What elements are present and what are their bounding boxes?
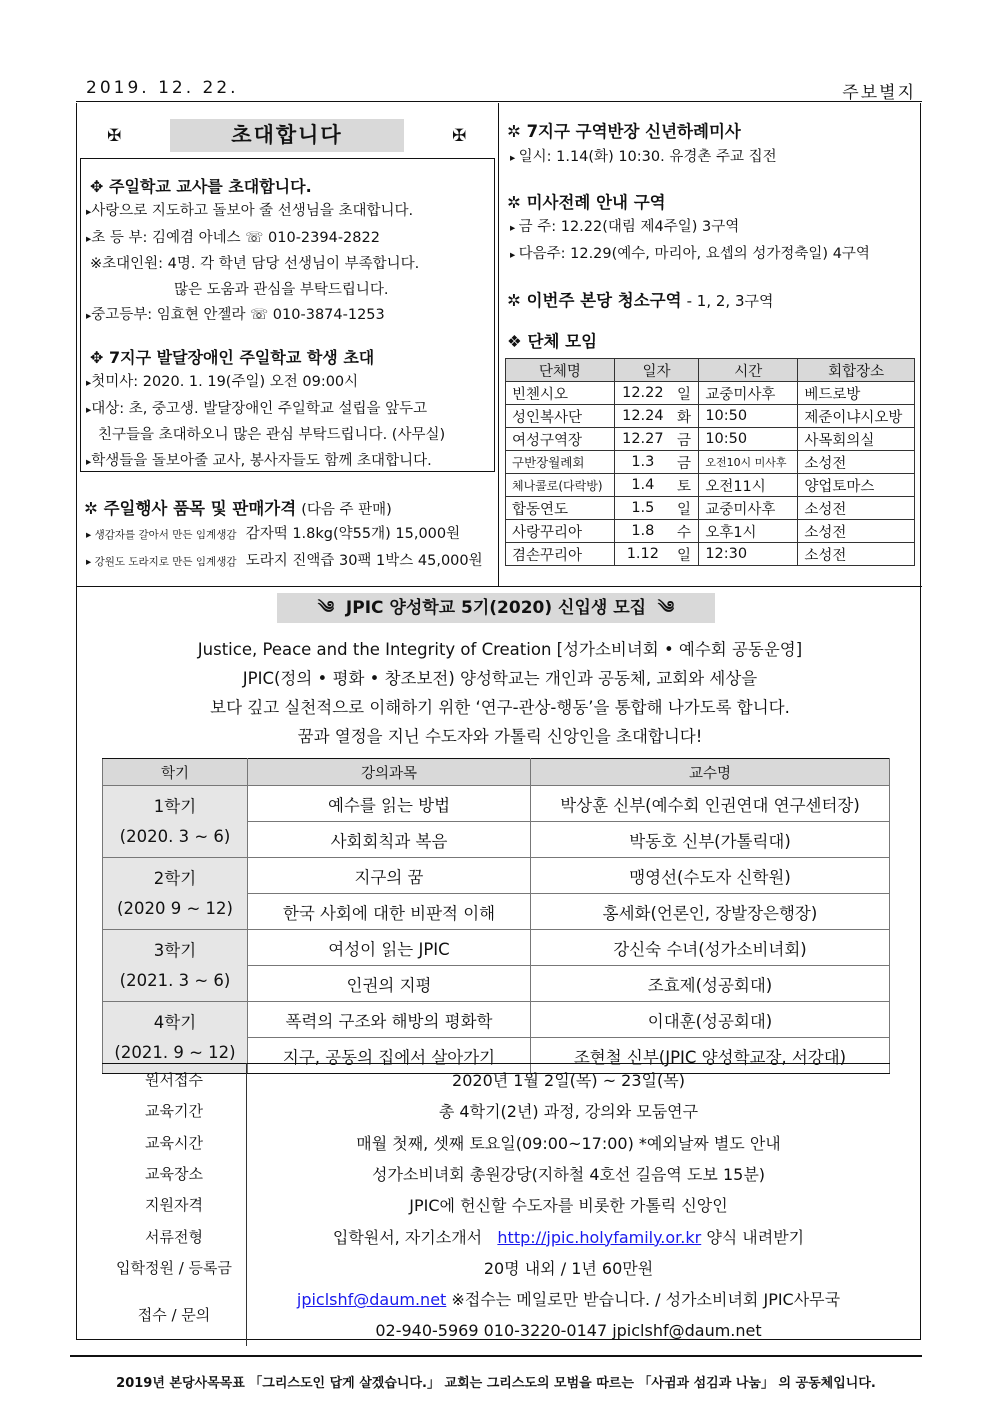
column-header: 교수명 <box>531 759 890 786</box>
table-row <box>506 451 915 474</box>
column-header: 시간 <box>699 359 798 382</box>
cell: 1.12 <box>614 543 671 566</box>
lecturer: 이대훈(성공회대) <box>531 1002 890 1038</box>
cell: 사목회의실 <box>798 428 915 451</box>
footer-divider <box>70 1355 922 1357</box>
list-item: ▸ 강원도 도라지로 만든 임계생감 도라지 진액즙 30팩 1박스 45,000원 <box>86 552 483 569</box>
cell: 소성전 <box>798 497 915 520</box>
teacher-invite-heading: ✥ 주일학교 교사를 초대합니다. <box>90 177 312 196</box>
cell: 오전10시 미사후 <box>699 451 798 474</box>
list-item: ▸학생들을 돌보아줄 교사, 봉사자들도 함께 초대합니다. <box>86 452 432 469</box>
lecturer: 조현철 신부(JPIC 양성학교장, 서강대) <box>531 1038 890 1074</box>
sales-list <box>86 522 483 575</box>
teacher-invite-lines <box>86 199 419 330</box>
info-label: 서류전형 <box>102 1220 247 1251</box>
intro-line: 꿈과 열정을 지닌 수도자와 가톨릭 신앙인을 초대합니다! <box>297 727 703 746</box>
lecturer: 강신숙 수녀(성가소비녀회) <box>531 930 890 966</box>
cell: 구반장월례회 <box>506 451 615 474</box>
list-item: ▸중고등부: 임효현 안젤라 ☏ 010-3874-1253 <box>86 307 385 323</box>
diamond-cross-icon: ✥ <box>90 348 109 367</box>
disabled-school-lines <box>86 370 445 475</box>
cell: 교중미사후 <box>699 497 798 520</box>
admission-info-table <box>102 1063 890 1346</box>
cross-icon: ✠ <box>452 126 467 146</box>
cell: 10:50 <box>699 428 798 451</box>
column-divider <box>498 103 499 586</box>
course-name: 사회회칙과 복음 <box>248 822 531 858</box>
cell: 베드로방 <box>798 382 915 405</box>
cell: 금 <box>671 428 699 451</box>
cell: 12.24 <box>614 405 671 428</box>
info-label: 지원자격 <box>102 1189 247 1220</box>
jpic-title: ༄ JPIC 양성학교 5기(2020) 신입생 모집 ༄ <box>277 593 715 623</box>
course-name: 지구, 공동의 집에서 살아가기 <box>248 1038 531 1074</box>
list-item: ▸대상: 초, 중고생. 발달장애인 주일학교 설립을 앞두고 <box>86 400 428 417</box>
table-row <box>103 1002 890 1038</box>
column-header: 회합장소 <box>798 359 915 382</box>
course-name: 지구의 꿈 <box>248 858 531 894</box>
sparkle-icon: ❖ <box>507 332 528 351</box>
table-row <box>102 1283 890 1314</box>
cell: 소성전 <box>798 543 915 566</box>
cell: 양업토마스 <box>798 474 915 497</box>
liturgy-heading: ✲ 미사전례 안내 구역 <box>507 193 666 212</box>
cell: 교중미사후 <box>699 382 798 405</box>
info-value: 2020년 1월 2일(목) ~ 23일(목) <box>247 1064 891 1096</box>
table-row <box>102 1127 890 1158</box>
semester-cell: 1학기 (2020. 3 ~ 6) <box>103 786 248 858</box>
cell: 합동연도 <box>506 497 615 520</box>
table-row <box>102 1189 890 1220</box>
course-name: 인권의 지평 <box>248 966 531 1002</box>
course-table <box>102 758 890 1074</box>
column-header: 강의과목 <box>248 759 531 786</box>
table-row <box>506 382 915 405</box>
list-item: 친구들을 초대하오니 많은 관심 부탁드립니다. (사무실) <box>98 427 446 443</box>
course-name: 폭력의 구조와 해방의 평화학 <box>248 1002 531 1038</box>
diamond-cross-icon: ✥ <box>90 177 109 196</box>
table-row <box>102 1252 890 1283</box>
semester-cell: 3학기 (2021. 3 ~ 6) <box>103 930 248 1002</box>
table-row <box>506 428 915 451</box>
groups-heading: ❖ 단체 모임 <box>507 332 598 351</box>
table-row <box>102 1158 890 1189</box>
column-header: 단체명 <box>506 359 615 382</box>
table-row <box>506 474 915 497</box>
header-divider <box>76 101 922 102</box>
course-name: 한국 사회에 대한 비판적 이해 <box>248 894 531 930</box>
list-item: ▸사랑으로 지도하고 돌보아 줄 선생님을 초대합니다. <box>86 203 414 219</box>
table-row <box>102 1064 890 1096</box>
star-icon: ✲ <box>507 122 527 141</box>
cell: 1.3 <box>614 451 671 474</box>
cell: 1.8 <box>614 520 671 543</box>
list-item: 많은 도움과 관심을 부탁드립니다. <box>174 281 389 298</box>
bulletin-date: 2019. 12. 22. <box>86 78 239 98</box>
star-icon: ✲ <box>507 291 527 310</box>
lecturer: 박동호 신부(가톨릭대) <box>531 822 890 858</box>
cell: 소성전 <box>798 451 915 474</box>
cell: 화 <box>671 405 699 428</box>
cell: 10:50 <box>699 405 798 428</box>
semester-cell: 4학기 (2021. 9 ~ 12) <box>103 1002 248 1074</box>
table-row <box>102 1220 890 1251</box>
cell: 빈첸시오 <box>506 382 615 405</box>
cell: 제준이냐시오방 <box>798 405 915 428</box>
cell: 수 <box>671 520 699 543</box>
cross-icon: ✠ <box>107 126 122 146</box>
table-row <box>103 930 890 966</box>
info-value: 02-940-5969 010-3220-0147 jpiclshf@daum.net <box>375 1320 762 1340</box>
table-header <box>506 359 915 382</box>
cell: 일 <box>671 543 699 566</box>
info-label: 교육장소 <box>102 1158 247 1189</box>
section-divider <box>76 586 922 587</box>
column-header: 학기 <box>103 759 248 786</box>
mass-line: ▸ 일시: 1.14(화) 10:30. 유경촌 주교 집전 <box>510 149 777 165</box>
info-label: 원서접수 <box>102 1064 247 1096</box>
cell: 12.22 <box>614 382 671 405</box>
list-item: ▸ 금 주: 12.22(대림 제4주일) 3구역 <box>510 219 740 235</box>
info-value: JPIC에 헌신할 수도자를 비롯한 가톨릭 신앙인 <box>409 1196 728 1216</box>
table-row <box>506 405 915 428</box>
info-value: 매월 첫째, 셋째 토요일(09:00~17:00) *예외날짜 별도 안내 <box>356 1133 781 1153</box>
intro-line: 보다 깊고 실천적으로 이해하기 위한 ‘연구-관상-행동’을 통합해 나가도록 합니다. <box>210 698 790 717</box>
info-value: 성가소비녀회 총원강당(지하철 4호선 길음역 도보 15분) <box>371 1165 766 1185</box>
cell: 소성전 <box>798 520 915 543</box>
cell: 1.5 <box>614 497 671 520</box>
info-label: 교육시간 <box>102 1127 247 1158</box>
semester-cell: 2학기 (2020 9 ~ 12) <box>103 858 248 930</box>
info-label: 교육기간 <box>102 1095 247 1126</box>
cell: 금 <box>671 451 699 474</box>
swirl-icon: ༄ <box>657 598 675 618</box>
list-item: ▸ 다음주: 12.29(예수, 마리아, 요셉의 성가정축일) 4구역 <box>510 245 870 262</box>
table-row <box>506 497 915 520</box>
cell: 일 <box>671 382 699 405</box>
cell: 사랑꾸리아 <box>506 520 615 543</box>
cell: 오후1시 <box>699 520 798 543</box>
table-row <box>506 543 915 566</box>
cell: 여성구역장 <box>506 428 615 451</box>
table-row <box>102 1095 890 1126</box>
cell: 성인복사단 <box>506 405 615 428</box>
cell: 겸손꾸리아 <box>506 543 615 566</box>
list-item: ▸ 생감자를 갈아서 만든 임계생감 감자떡 1.8kg(약55개) 15,000원 <box>86 526 461 542</box>
info-label: 접수 / 문의 <box>102 1283 247 1346</box>
table-header <box>103 759 890 786</box>
invite-title: 초대합니다 <box>170 119 404 152</box>
list-item: ▸첫미사: 2020. 1. 19(주일) 오전 09:00시 <box>86 374 359 390</box>
list-item: ▸초 등 부: 김예겸 아네스 ☏ 010-2394-2822 <box>86 229 380 246</box>
cell: 12.27 <box>614 428 671 451</box>
cleaning-heading: ✲ 이번주 본당 청소구역 - 1, 2, 3구역 <box>507 291 774 310</box>
lecturer: 박상훈 신부(예수회 인권연대 연구센터장) <box>531 786 890 822</box>
intro-line: JPIC(정의 • 평화 • 창조보전) 양성학교는 개인과 공동체, 교회와 세상을 <box>242 669 758 688</box>
cell: 오전11시 <box>699 474 798 497</box>
lecturer: 홍세화(언론인, 장발장은행장) <box>531 894 890 930</box>
table-row <box>506 520 915 543</box>
course-name: 여성이 읽는 JPIC <box>248 930 531 966</box>
star-icon: ✲ <box>84 499 104 518</box>
group-meeting-table <box>505 358 915 566</box>
mass-heading: ✲ 7지구 구역반장 신년하례미사 <box>507 122 741 141</box>
info-value: 20명 내외 / 1년 60만원 <box>483 1258 654 1278</box>
cell: 토 <box>671 474 699 497</box>
info-value: 총 4학기(2년) 과정, 강의와 모둠연구 <box>438 1102 699 1122</box>
info-value: jpiclshf@daum.net ※접수는 메일로만 받습니다. / 성가소비녀회 JPIC사무국 <box>296 1290 841 1310</box>
column-header: 일자 <box>614 359 699 382</box>
disabled-school-heading: ✥ 7지구 발달장애인 주일학교 학생 초대 <box>90 348 375 367</box>
star-icon: ✲ <box>507 193 527 212</box>
email-link[interactable]: jpiclshf@daum.net <box>296 1290 447 1310</box>
website-link[interactable]: http://jpic.holyfamily.or.kr <box>497 1227 702 1247</box>
liturgy-lines <box>510 215 870 268</box>
table-row <box>103 786 890 822</box>
swirl-icon: ༄ <box>317 598 335 618</box>
cell: 12:30 <box>699 543 798 566</box>
cell: 1.4 <box>614 474 671 497</box>
parish-motto: 2019년 본당사목목표 「그리스도인 답게 살겠습니다.」 교회는 그리스도의 모범을 따르는 「사귐과 섬김과 나눔」 의 공동체입니다. <box>116 1376 876 1391</box>
sales-heading: ✲ 주일행사 품목 및 판매가격 (다음 주 판매) <box>84 499 392 518</box>
intro-line: Justice, Peace and the Integrity of Creation [성가소비녀회 • 예수회 공동운영] <box>197 640 803 659</box>
info-label: 입학정원 / 등록금 <box>102 1252 247 1283</box>
table-row <box>103 858 890 894</box>
jpic-intro <box>100 635 900 751</box>
lecturer: 조효제(성공회대) <box>531 966 890 1002</box>
cell: 체나콜로(다락방) <box>506 474 615 497</box>
lecturer: 맹영선(수도자 신학원) <box>531 858 890 894</box>
cell: 일 <box>671 497 699 520</box>
course-name: 예수를 읽는 방법 <box>248 786 531 822</box>
list-item: ※초대인원: 4명. 각 학년 담당 선생님이 부족합니다. <box>90 256 420 272</box>
bulletin-title: 주보별지 <box>842 83 916 103</box>
info-value: 입학원서, 자기소개서 http://jpic.holyfamily.or.kr 양식 내려받기 <box>332 1227 805 1247</box>
